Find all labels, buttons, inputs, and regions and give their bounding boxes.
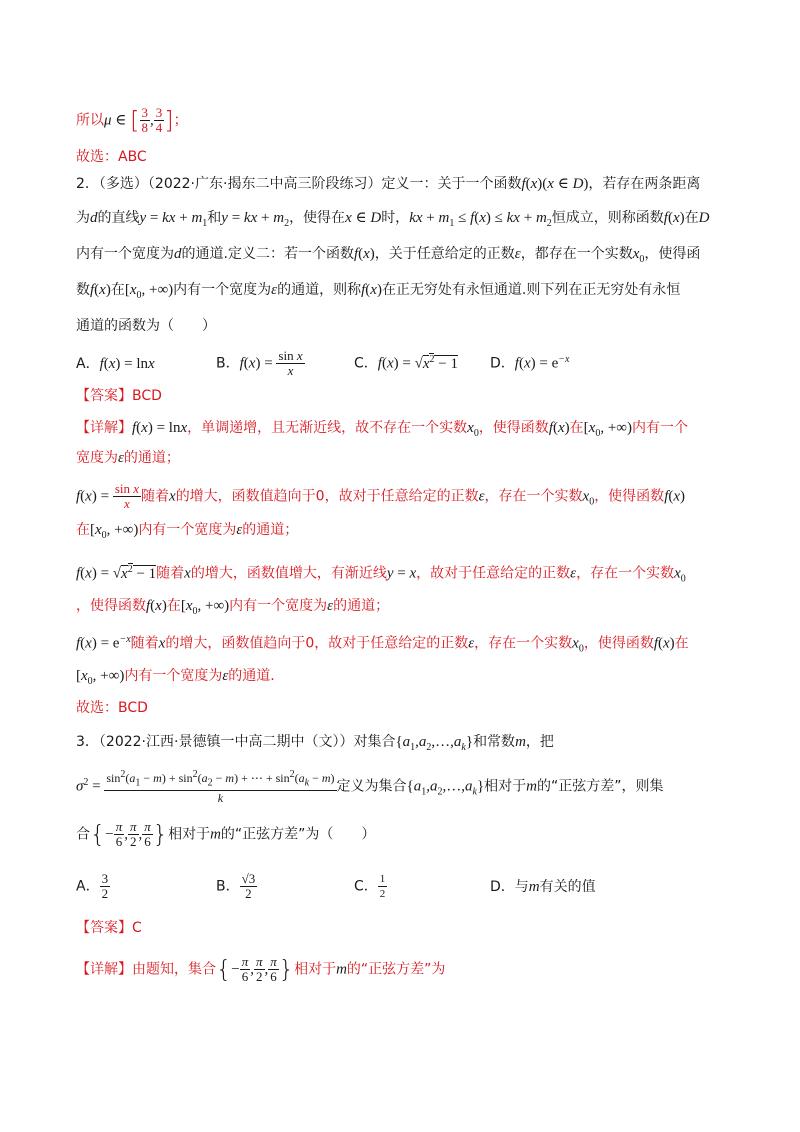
answer-2-label: 【答案】BCD	[76, 388, 162, 404]
det2-line-8: [$x_0$, +∞)内有一个宽度为ε的通道.	[76, 668, 275, 687]
det2-line-5: $f(x) = √x^2 - 1$随着x的增大，函数值增大，有渐近线y = x，故对于任意给定的正数ε，存在一个实数$x_0$	[76, 564, 686, 585]
q3-option-c[interactable]: C． $\frac{1}{2}$	[354, 873, 386, 900]
det2-line-3: f(x) = $\frac{\text{sin x}}{x}$ 随着x的增大，函数值趋向于0，故对于任意给定的正数ε，存在一个实数$x_0$，使得函数f(x)	[76, 481, 686, 511]
q2-options	[76, 348, 569, 378]
q2-option-b[interactable]: B．f(x) = $\frac{\text{sin x}}{x}$	[216, 348, 303, 379]
q3-option-d[interactable]: D．与m有关的值	[490, 878, 596, 895]
q2-option-a[interactable]: A．f(x) = lnx	[76, 355, 155, 372]
q2-option-d[interactable]: D．$f(x) = e^{-x}$	[490, 354, 570, 372]
q2-line-5: 通道的函数为（ ）	[76, 318, 216, 334]
q2-option-c[interactable]: C．$f(x) = √x^2 - 1$	[354, 354, 458, 372]
q2-line-3: 内有一个宽度为d的通道.定义二：若一个函数f(x)，关于任意给定的正数ε，都存在一个实数$x_0$，使得函	[76, 246, 701, 265]
q3-line-3: 合{− $\frac{\pi}{6}$ , $\frac{\pi}{2}$ , $\frac{\pi}{6}$ }相对于m的“正弦方差”为（ ）	[76, 819, 376, 849]
det2-line-1: 【详解】f(x) = lnx，单调递增，且无渐近线，故不存在一个实数$x_0$，使得函数f(x)在[$x_0$, +∞)内有一个	[76, 420, 688, 439]
det2-line-2: 宽度为ε的通道；	[76, 450, 180, 466]
q2-line-4: 数f(x)在[$x_0$, +∞)内有一个宽度为ε的通道，则称f(x)在正无穷处有永恒通道.则下列在正无穷处有永恒	[76, 282, 681, 301]
det2-line-6: ，使得函数f(x)在[$x_0$, +∞)内有一个宽度为ε的通道；	[76, 598, 390, 617]
q3-line-1: 3．（2022·江西·景德镇一中高二期中（文））对集合$\{a_1,a_2,\dots,a_k\}$和常数m，把	[76, 734, 554, 753]
q3-options	[76, 872, 596, 901]
q3-option-a[interactable]: A． $\frac{3}{2}$	[76, 871, 109, 901]
q2-line-1: 2．（多选）（2022·广东·揭东二中高三阶段练习）定义一：关于一个函数f(x)(x ∈ D)，若存在两条距离	[76, 176, 701, 192]
answer-1: 故选：ABC	[76, 149, 147, 165]
answer-2: 故选：BCD	[76, 700, 148, 716]
conclusion-line: 所以μ ∈ [ $\frac{3}{8}$ , $\frac{3}{4}$ ]；	[76, 105, 188, 135]
q2-line-2: 为d的直线y = kx + $m_1$和y = kx + $m_2$，使得在x ∈ D时，kx + $m_1 \le f(x)$ ≤ kx + $m_2$恒成立，则称函数f(x)在D	[76, 210, 710, 229]
answer-3-label: 【答案】C	[76, 920, 142, 936]
det3-line-1: 【详解】由题知，集合{− $\frac{\pi}{6}$ , $\frac{\pi}{2}$ , $\frac{\pi}{6}$ }相对于m的“正弦方差”为	[76, 954, 446, 984]
q3-option-b[interactable]: B． $\frac{√3}{2}$	[216, 871, 256, 901]
q3-line-2: $\sigma^2$ = $\frac{\sin^2(a_1 - m) + \sin^2(a_2 - m) + \cdots + \sin^2(a_k - m)}{k}$ 定义为集合$\{a_1,a_2,\dots,a_k\}$相对于m的“正弦方差”，则集	[76, 769, 664, 806]
det2-line-7: $f(x) = e^{-x}$随着x的增大，函数值趋向于0，故对于任意给定的正数ε，存在一个实数$x_0$，使得函数f(x)在	[76, 634, 689, 655]
det2-line-4: 在[$x_0$, +∞)内有一个宽度为ε的通道；	[76, 522, 299, 541]
